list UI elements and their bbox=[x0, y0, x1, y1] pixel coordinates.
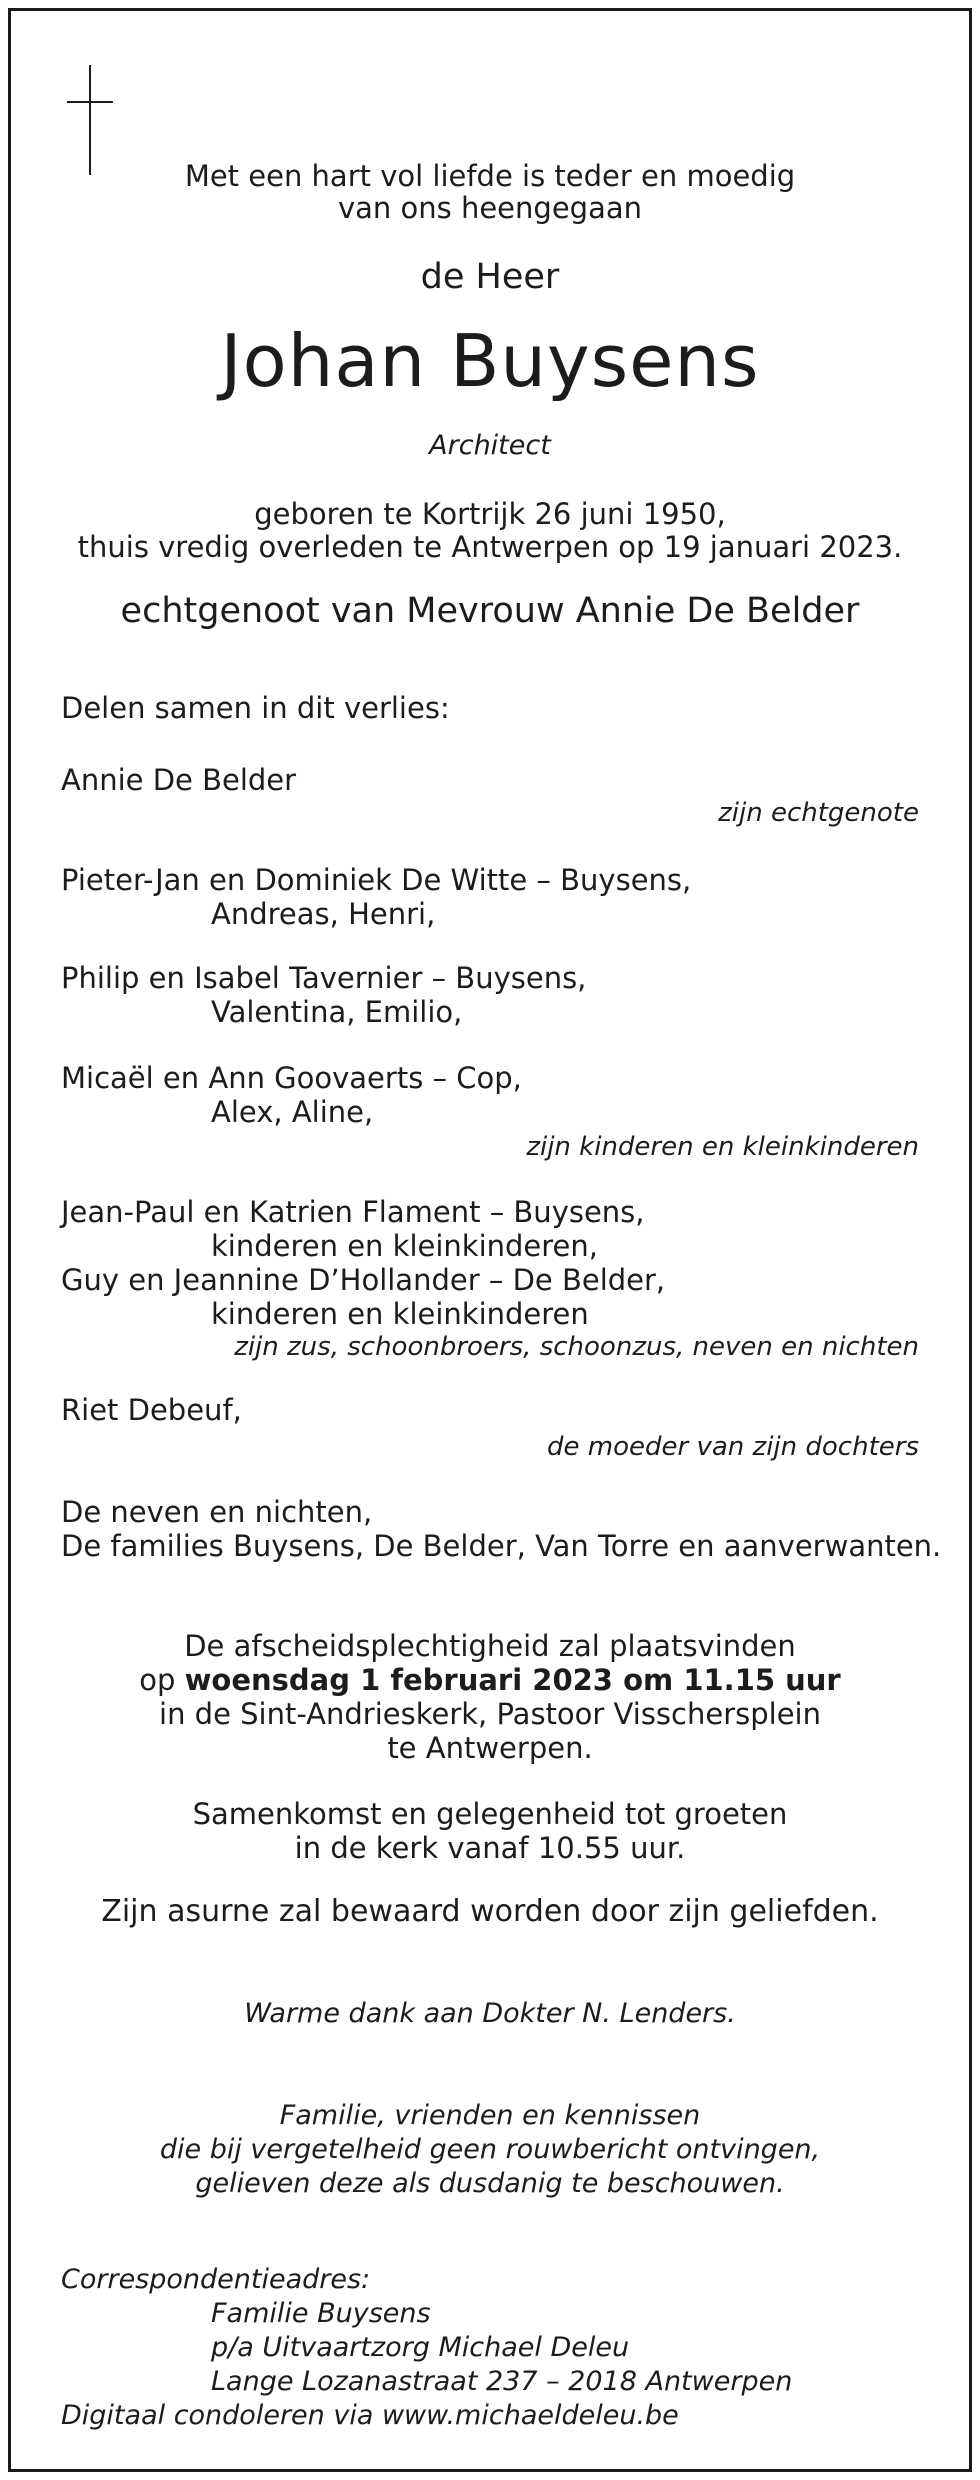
online-condolence: Digitaal condoleren via www.michaeldeleu.be bbox=[61, 2400, 679, 2431]
ceremony-line4: te Antwerpen. bbox=[387, 1731, 593, 1765]
mother-role: de moeder van zijn dochters bbox=[547, 1432, 919, 1462]
correspondence-line3: Lange Lozanastraat 237 – 2018 Antwerpen bbox=[211, 2366, 793, 2397]
deceased-name: Johan Buysens bbox=[220, 319, 760, 403]
ceremony-line1: De afscheidsplechtigheid zal plaatsvinden bbox=[184, 1629, 796, 1663]
intro-line-1: Met een hart vol liefde is teder en moedig bbox=[184, 159, 796, 193]
gathering-line1: Samenkomst en gelegenheid tot groeten bbox=[192, 1797, 788, 1831]
siblings-role: zijn zus, schoonbroers, schoonzus, neven en nichten bbox=[234, 1332, 919, 1362]
notice-line2: die bij vergetelheid geen rouwbericht ontvingen, bbox=[159, 2134, 821, 2165]
child2-line2: Valentina, Emilio, bbox=[211, 995, 463, 1029]
children-role: zijn kinderen en kleinkinderen bbox=[526, 1132, 919, 1162]
child1-line2: Andreas, Henri, bbox=[211, 897, 436, 931]
urn-line: Zijn asurne zal bewaard worden door zijn geliefden. bbox=[101, 1894, 879, 1929]
intro-line-2: van ons heengegaan bbox=[337, 191, 642, 225]
child3-line1: Micaël en Ann Goovaerts – Cop, bbox=[61, 1061, 522, 1095]
correspondence-label: Correspondentieadres: bbox=[61, 2264, 371, 2295]
sibling1-line1: Jean-Paul en Katrien Flament – Buysens, bbox=[61, 1195, 645, 1229]
child2-line1: Philip en Isabel Tavernier – Buysens, bbox=[61, 961, 587, 995]
death-line: thuis vredig overleden te Antwerpen op 19 januari 2023. bbox=[77, 530, 903, 564]
ceremony-line3: in de Sint-Andrieskerk, Pastoor Visschersplein bbox=[159, 1697, 821, 1731]
obituary-card bbox=[8, 8, 972, 2472]
honorific: de Heer bbox=[420, 257, 560, 297]
birth-line: geboren te Kortrijk 26 juni 1950, bbox=[254, 497, 726, 531]
wife-role: zijn echtgenote bbox=[718, 798, 919, 828]
thanks-line: Warme dank aan Dokter N. Lenders. bbox=[244, 1998, 736, 2029]
family-heading: Delen samen in dit verlies: bbox=[61, 691, 450, 725]
spouse-line: echtgenoot van Mevrouw Annie De Belder bbox=[120, 591, 860, 631]
ceremony-date-time: woensdag 1 februari 2023 om 11.15 uur bbox=[184, 1663, 841, 1697]
sibling2-line1: Guy en Jeannine D’Hollander – De Belder, bbox=[61, 1263, 666, 1297]
sibling1-line2: kinderen en kleinkinderen, bbox=[211, 1229, 598, 1263]
profession: Architect bbox=[429, 430, 551, 461]
notice-line3: gelieven deze als dusdanig te beschouwen. bbox=[195, 2168, 785, 2199]
mother-name: Riet Debeuf, bbox=[61, 1393, 242, 1427]
correspondence-line2: p/a Uitvaartzorg Michael Deleu bbox=[211, 2332, 630, 2363]
ceremony-line2: op woensdag 1 februari 2023 om 11.15 uur bbox=[139, 1663, 841, 1697]
child1-line1: Pieter-Jan en Dominiek De Witte – Buysens, bbox=[61, 863, 692, 897]
wife-name: Annie De Belder bbox=[61, 763, 297, 797]
others-line1: De neven en nichten, bbox=[61, 1495, 373, 1529]
child3-line2: Alex, Aline, bbox=[211, 1095, 374, 1129]
sibling2-line2: kinderen en kleinkinderen bbox=[211, 1297, 589, 1331]
notice-line1: Familie, vrienden en kennissen bbox=[279, 2100, 701, 2131]
gathering-line2: in de kerk vanaf 10.55 uur. bbox=[294, 1831, 686, 1865]
others-line2: De families Buysens, De Belder, Van Torre en aanverwanten. bbox=[61, 1529, 942, 1563]
correspondence-line1: Familie Buysens bbox=[211, 2298, 431, 2329]
